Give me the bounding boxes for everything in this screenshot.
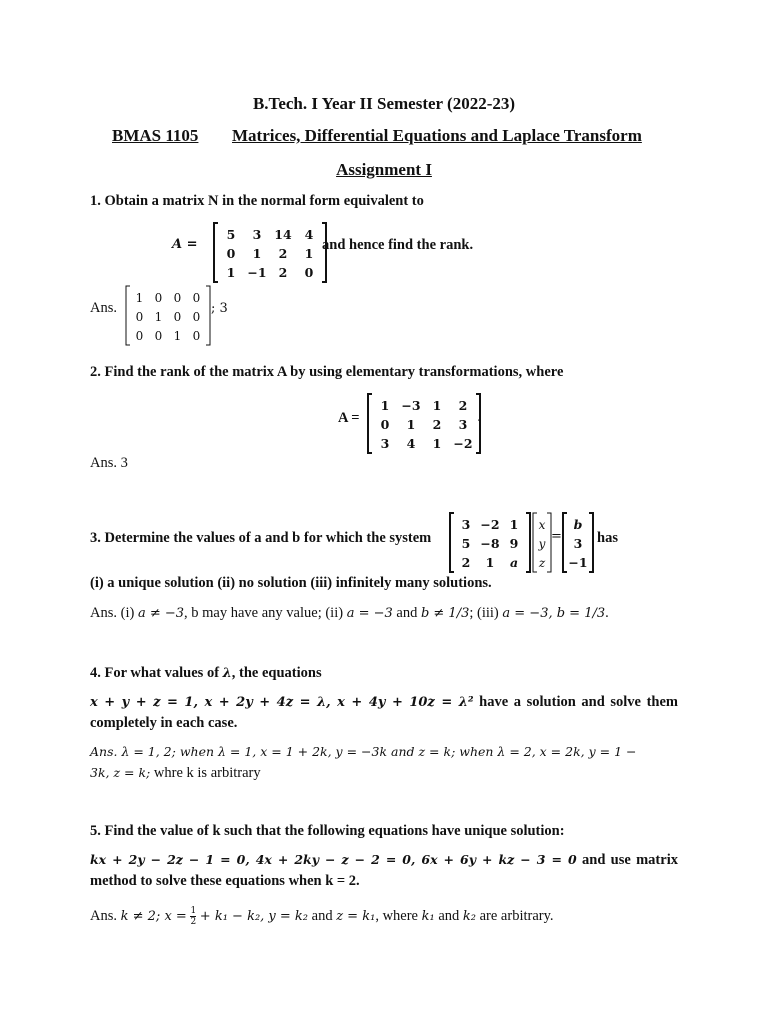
matrix-cell: z <box>538 555 546 570</box>
matrix-cell: 2 <box>432 416 442 432</box>
question-3-text: 3. Determine the values of a and b for which the system <box>90 530 432 546</box>
q2-lhs: A = <box>338 410 360 426</box>
q4-line-rest: have a solution and solve them <box>479 694 679 710</box>
matrix-cell: 5 <box>226 226 236 242</box>
matrix-cell: 1 <box>406 416 416 432</box>
q4-line2: completely in each case. <box>90 715 238 731</box>
matrix-cell: 2 <box>461 554 471 570</box>
matrix-cell: 0 <box>173 309 182 324</box>
q5-ans-math: z = k₁ <box>336 908 376 924</box>
q5-ans-math: k₁ <box>421 908 435 924</box>
matrix-cell: −2 <box>480 516 500 532</box>
q5-ans-text: and <box>438 907 460 924</box>
q2-tail: . <box>477 410 482 425</box>
course-title: Matrices, Differential Equations and Laplace Transform <box>232 126 642 145</box>
q3-answer <box>90 605 678 622</box>
matrix-cell: −1 <box>247 264 267 280</box>
q3-ans-part: , b may have any value; (ii) <box>184 605 344 621</box>
q3-cases: (i) a unique solution (ii) no solution (iii) infinitely many solutions. <box>90 575 492 591</box>
q3-rhs-vector <box>561 512 595 578</box>
q3-ans-part: . <box>605 605 609 621</box>
q4-equations: x + y + z = 1, x + 2y + 4z = λ, x + 4y + 10z = λ² <box>90 695 474 710</box>
q5-line2: method to solve these equations when k = 2. <box>90 873 360 889</box>
q3v-svg <box>531 512 553 573</box>
matrix-cell: y <box>538 536 546 551</box>
matrix-cell: 1 <box>509 516 519 532</box>
matrix-cell: −1 <box>568 554 588 570</box>
matrix-cell: 0 <box>154 328 163 343</box>
matrix-cell: 3 <box>380 435 390 451</box>
right-bracket <box>206 286 210 345</box>
q5-equations: kx + 2y − 2z − 1 = 0, 4x + 2ky − z − 2 = 0, 6x + 6y + kz − 3 = 0 <box>90 852 577 867</box>
q4-text-prefix: 4. For what values of <box>90 665 220 681</box>
matrix-cell: 1 <box>432 397 442 413</box>
matrix-cell: 5 <box>461 535 471 551</box>
q5-frac-num: 1 <box>190 906 197 916</box>
matrix-cell: 1 <box>135 290 144 305</box>
q5-ans-math: k₂ <box>462 908 476 924</box>
matrix-cell: 1 <box>154 309 163 324</box>
matrix-cell: 0 <box>154 290 163 305</box>
left-bracket <box>126 286 130 345</box>
matrix-cell: −3 <box>401 397 421 413</box>
matrix-cell: −8 <box>480 535 500 551</box>
q1-lhs: A = <box>172 237 198 252</box>
question-5-text: 5. Find the value of k such that the following equations have unique solution: <box>90 823 565 839</box>
matrix-cell: 4 <box>406 435 416 451</box>
matrix-cell: 2 <box>278 245 288 261</box>
q4-ans-text: whre k is arbitrary <box>153 765 261 781</box>
matrix-cell: 0 <box>173 290 182 305</box>
q3-equals: = <box>551 529 562 544</box>
q1-answer-rank: ; 3 <box>211 301 228 316</box>
matrix-cell: x <box>538 517 546 532</box>
matrix-cell: b <box>573 516 583 532</box>
matrix-cell: 3 <box>458 416 468 432</box>
q5-fraction <box>190 906 196 927</box>
q5-frac-den: 2 <box>190 917 197 927</box>
question-2-text: 2. Find the rank of the matrix A by using elementary transformations, where <box>90 364 564 380</box>
q3-ans-math: a = −3, b = 1/3 <box>502 606 606 621</box>
q5-answer <box>90 906 678 927</box>
q2-matrix <box>366 393 482 459</box>
q4-ans-math: 3k, z = k; <box>90 765 151 780</box>
q4-answer-line1: Ans. λ = 1, 2; when λ = 1, x = 1 + 2k, y = −3k and z = k; when λ = 2, x = 2k, y = 1 − <box>90 744 637 759</box>
matrix-cell: 0 <box>192 309 201 324</box>
q3-ans-math: a ≠ −3 <box>137 606 185 621</box>
matrix-cell: 9 <box>509 535 519 551</box>
header-line: B.Tech. I Year II Semester (2022-23) <box>252 94 516 113</box>
q4-lambda: λ <box>222 666 232 681</box>
matrix-cell: −2 <box>453 435 473 451</box>
q5-ans-text: and <box>311 907 333 924</box>
matrix-cell: 2 <box>278 264 288 280</box>
q1-answer-label: Ans. <box>90 300 117 316</box>
q3-ans-math: b ≠ 1/3 <box>420 606 470 621</box>
matrix-cell: 0 <box>304 264 314 280</box>
q4-equations-line <box>90 694 678 711</box>
q3r-svg <box>561 512 595 573</box>
matrix-cell: 0 <box>380 416 390 432</box>
left-bracket <box>450 513 454 572</box>
q3-ans-part: Ans. (i) <box>90 605 135 621</box>
matrix-cell: 2 <box>458 397 468 413</box>
left-bracket <box>368 394 372 453</box>
matrix-cell: 1 <box>226 264 236 280</box>
right-bracket <box>589 513 593 572</box>
q5-ans-math: k ≠ 2; x = <box>120 908 187 924</box>
q3-tail: has <box>597 530 618 546</box>
matrix-cell: 0 <box>135 328 144 343</box>
matrix-cell: 0 <box>135 309 144 324</box>
matrix-cell: 0 <box>192 290 201 305</box>
q4-text-suffix: , the equations <box>231 665 322 681</box>
matrix-cell: 1 <box>485 554 495 570</box>
left-bracket <box>214 223 218 282</box>
q3-coefficient-matrix <box>448 512 532 578</box>
q3-ans-part: and <box>396 605 418 621</box>
matrix-cell: a <box>509 554 519 570</box>
q3-variable-vector <box>531 512 553 578</box>
matrix-cell: 3 <box>252 226 262 242</box>
left-bracket <box>533 513 537 572</box>
q4-answer-line2 <box>90 765 678 782</box>
matrix-cell: 0 <box>192 328 201 343</box>
q5-ans-text: are arbitrary. <box>479 907 554 924</box>
matrix-cell: 1 <box>173 328 182 343</box>
course-code: BMAS 1105 <box>112 126 199 145</box>
question-1-text: 1. Obtain a matrix N in the normal form equivalent to <box>90 193 424 209</box>
matrix-cell: 1 <box>252 245 262 261</box>
q1a-svg <box>124 285 212 346</box>
matrix-cell: 3 <box>573 535 583 551</box>
assignment-title: Assignment I <box>336 160 432 179</box>
q5-ans-label: Ans. <box>90 907 117 924</box>
q1-answer-matrix <box>124 285 212 351</box>
q5-ans-math: + k₁ − k₂, y = k₂ <box>199 908 309 924</box>
right-bracket <box>526 513 530 572</box>
q2m-svg <box>366 393 482 454</box>
q3-ans-math: a = −3 <box>346 606 393 621</box>
q3-ans-part: ; (iii) <box>469 605 499 621</box>
matrix-cell: 1 <box>380 397 390 413</box>
matrix-cell: 1 <box>304 245 314 261</box>
q1-matrix <box>212 222 328 288</box>
q1-tail: and hence find the rank. <box>322 237 474 253</box>
q5-equations-line <box>90 852 678 869</box>
matrix-cell: 1 <box>432 435 442 451</box>
left-bracket <box>563 513 567 572</box>
q2-answer: Ans. 3 <box>90 455 128 471</box>
matrix-cell: 4 <box>304 226 314 242</box>
q5-ans-text: , where <box>375 907 418 924</box>
q3c-svg <box>448 512 532 573</box>
matrix-cell: 3 <box>461 516 471 532</box>
q5-line-rest: and use matrix <box>582 852 678 868</box>
matrix-cell: 14 <box>274 226 292 242</box>
q1m-svg <box>212 222 328 283</box>
matrix-cell: 0 <box>226 245 236 261</box>
question-4-text <box>90 665 678 682</box>
